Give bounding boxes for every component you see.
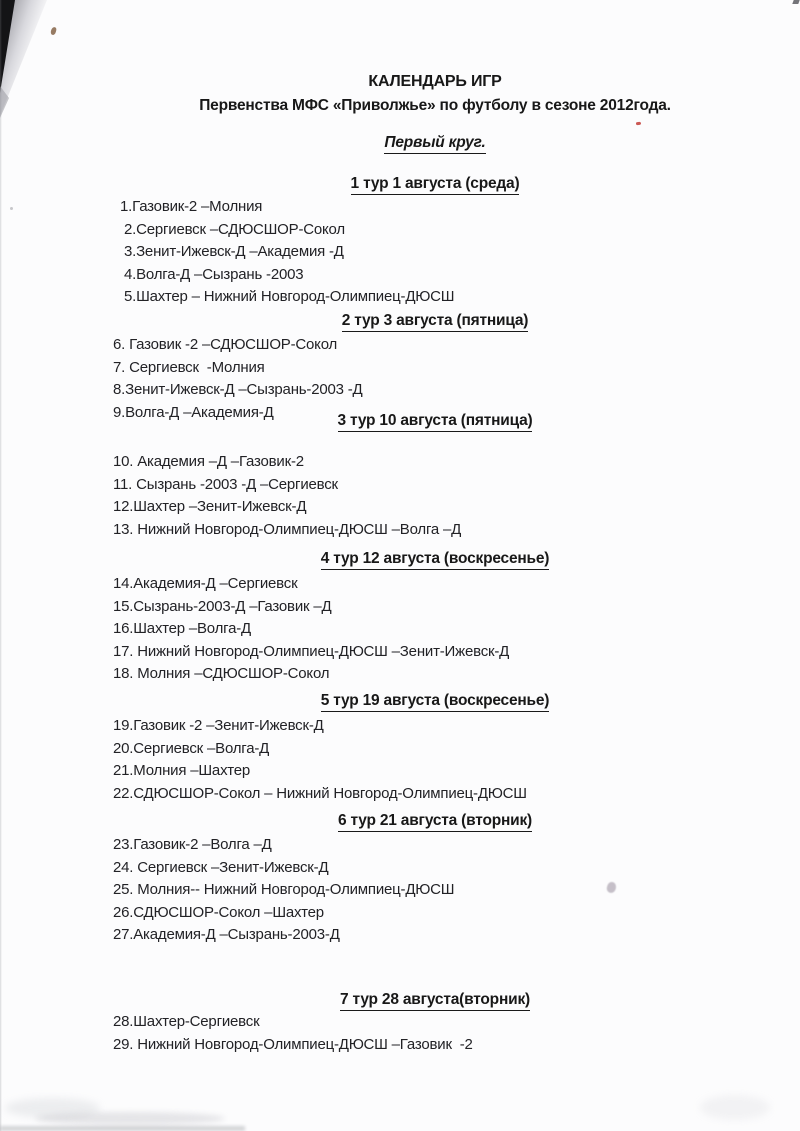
tour-section-1 bbox=[70, 174, 800, 309]
match-line: 4.Волга-Д –Сызрань -2003 bbox=[120, 265, 304, 283]
tour-3-header: 3 тур 10 августа (пятница) bbox=[338, 412, 533, 432]
match-line: 15.Сызрань-2003-Д –Газовик –Д bbox=[113, 597, 332, 615]
tour-header-wrap bbox=[70, 411, 800, 432]
tour-section-4 bbox=[70, 549, 800, 686]
match-line: 21.Молния –Шахтер bbox=[113, 762, 250, 779]
match-line: 11. Сызрань -2003 -Д –Сергиевск bbox=[113, 475, 338, 493]
tour-4-header: 4 тур 12 августа (воскресенье) bbox=[321, 550, 550, 570]
match-line: 14.Академия-Д –Сергиевск bbox=[113, 575, 298, 592]
tour-4-matches bbox=[70, 573, 800, 686]
document-subtitle: Первенства МФС «Приволжье» по футболу в сезоне 2012года. bbox=[199, 97, 671, 114]
tour-header-wrap bbox=[70, 174, 800, 195]
tour-3-matches bbox=[70, 451, 800, 541]
tour-1-matches bbox=[70, 196, 800, 309]
match-line: 24. Сергиевск –Зенит-Ижевск-Д bbox=[113, 858, 329, 876]
match-line: 25. Молния-- Нижний Новгород-Олимпиец-ДЮСШ bbox=[113, 881, 455, 898]
match-line: 1.Газовик-2 –Молния bbox=[120, 198, 263, 215]
tour-6-header: 6 тур 21 августа (вторник) bbox=[338, 812, 532, 832]
round-title: Первый круг. bbox=[384, 134, 485, 154]
tour-header-wrap bbox=[70, 990, 800, 1011]
paper-dot bbox=[10, 207, 13, 210]
tour-7-header: 7 тур 28 августа(вторник) bbox=[340, 991, 530, 1011]
scan-left-edge-shadow bbox=[0, 0, 2, 1131]
match-line: 12.Шахтер –Зенит-Ижевск-Д bbox=[113, 498, 307, 515]
tour-2-header: 2 тур 3 августа (пятница) bbox=[342, 312, 529, 332]
match-line: 5.Шахтер – Нижний Новгород-Олимпиец-ДЮСШ bbox=[120, 288, 455, 305]
match-line: 3.Зенит-Ижевск-Д –Академия -Д bbox=[120, 243, 344, 260]
match-line: 29. Нижний Новгород-Олимпиец-ДЮСШ –Газовик -2 bbox=[113, 1035, 473, 1053]
tour-header-wrap bbox=[70, 549, 800, 570]
match-line: 19.Газовик -2 –Зенит-Ижевск-Д bbox=[113, 717, 324, 734]
match-line: 26.СДЮСШОР-Сокол –Шахтер bbox=[113, 903, 324, 921]
tour-section-3 bbox=[70, 411, 800, 541]
tour-5-header: 5 тур 19 августа (воскресенье) bbox=[321, 692, 550, 712]
tour-header-wrap bbox=[70, 691, 800, 712]
match-line: 27.Академия-Д –Сызрань-2003-Д bbox=[113, 926, 340, 943]
match-line: 17. Нижний Новгород-Олимпиец-ДЮСШ –Зенит-Ижевск-Д bbox=[113, 642, 510, 660]
match-line: 10. Академия –Д –Газовик-2 bbox=[113, 453, 304, 470]
match-line: 13. Нижний Новгород-Олимпиец-ДЮСШ –Волга –Д bbox=[113, 520, 462, 538]
document-title: КАЛЕНДАРЬ ИГР bbox=[368, 73, 502, 90]
match-line: 9.Волга-Д –Академия-Д bbox=[113, 403, 274, 421]
tour-5-matches bbox=[70, 715, 800, 805]
match-line: 8.Зенит-Ижевск-Д –Сызрань-2003 -Д bbox=[113, 381, 363, 398]
match-line: 2.Сергиевск –СДЮСШОР-Сокол bbox=[120, 220, 345, 238]
match-line: 28.Шахтер-Сергиевск bbox=[113, 1013, 260, 1030]
tour-section-7 bbox=[70, 990, 800, 1056]
tour-header-wrap bbox=[70, 311, 800, 332]
match-line: 18. Молния –СДЮСШОР-Сокол bbox=[113, 665, 330, 682]
tour-section-6 bbox=[70, 811, 800, 947]
match-line: 22.СДЮСШОР-Сокол – Нижний Новгород-Олимпиец-ДЮСШ bbox=[113, 784, 527, 802]
match-line: 16.Шахтер –Волга-Д bbox=[113, 620, 251, 637]
match-line: 20.Сергиевск –Волга-Д bbox=[113, 739, 270, 757]
round-title-wrap bbox=[70, 134, 800, 154]
tour-1-header: 1 тур 1 августа (среда) bbox=[351, 175, 520, 195]
tour-7-matches bbox=[70, 1011, 800, 1056]
tour-header-wrap bbox=[70, 811, 800, 832]
match-line: 23.Газовик-2 –Волга –Д bbox=[113, 836, 272, 853]
tour-section-5 bbox=[70, 691, 800, 805]
match-line: 6. Газовик -2 –СДЮСШОР-Сокол bbox=[113, 336, 338, 353]
tour-section-2 bbox=[70, 311, 800, 424]
document-content bbox=[70, 0, 800, 1131]
tour-6-matches bbox=[70, 834, 800, 947]
match-line: 7. Сергиевск -Молния bbox=[113, 358, 265, 376]
